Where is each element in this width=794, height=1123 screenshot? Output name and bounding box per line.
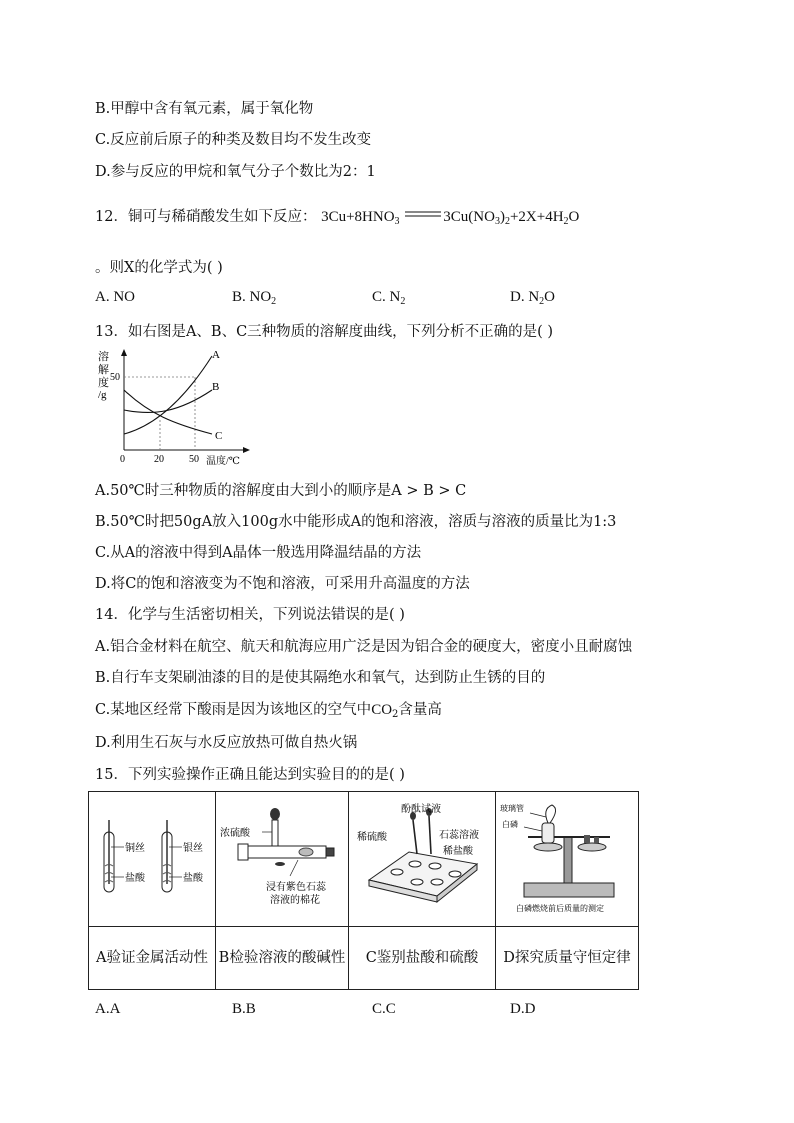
q15-option-c: C.C [372,1001,396,1017]
q11-option-d: D.参与反应的甲烷和氧气分子个数比为2：1 [95,164,376,180]
spot-plate-figure [351,802,493,912]
curve-label-c: C [215,430,223,442]
figure-b-cell [216,792,349,927]
q13-option-b: B.50℃时把50gA放入100g水中能形成A的饱和溶液，溶质与溶液的质量比为1:3 [95,514,617,530]
fig-d-caption: 白磷燃烧前后质量的测定 [516,904,604,913]
q12-question: 。则X的化学式为( ) [95,260,223,276]
curve-label-a: A [212,349,220,361]
caption-c: C鉴别盐酸和硫酸 [349,927,496,990]
graph-xtick-50: 50 [189,454,199,465]
experiment-table [88,791,639,990]
fig-b-label-acid: 浓硫酸 [220,828,250,839]
figure-c-cell [349,792,496,927]
figure-d-cell [496,792,639,927]
balance-figure [498,797,636,917]
q12-option-c: C. $N_2$ [372,289,406,307]
q11-option-c: C.反应前后原子的种类及数目均不发生改变 [95,132,372,148]
graph-xtick-0: 0 [120,454,125,465]
q12-option-d: D. $N_2O$ [510,289,556,307]
fig-c-label-litmus: 石蕊溶液 [439,830,479,841]
q12-stem: 12．铜可与稀硝酸发生如下反应： [95,209,317,225]
q13-option-a: A.50℃时三种物质的溶解度由大到小的顺序是A > B > C [95,483,467,499]
fig-d-label-phosphorus: 白磷 [502,820,518,829]
q12-option-b: B. $NO_2$ [232,289,277,307]
graph-ylabel-1: 溶 [98,351,109,363]
caption-b: B检验溶液的酸碱性 [216,927,349,990]
q13-option-d: D.将C的饱和溶液变为不饱和溶液，可采用升高温度的方法 [95,576,470,592]
caption-d: D探究质量守恒定律 [496,927,639,990]
q14-stem: 14．化学与生活密切相关，下列说法错误的是( ) [95,607,405,623]
metal-activity-figure [92,802,212,912]
fig-a-label-silver: 银丝 [183,843,203,854]
q14-option-a: A.铝合金材料在航空、航天和航海应用广泛是因为铝合金的硬度大，密度小且耐腐蚀 [95,639,633,655]
q14-option-b: B.自行车支架刷油漆的目的是使其隔绝水和氧气，达到防止生锈的目的 [95,670,546,686]
curve-label-b: B [212,381,220,393]
fig-b-label-cotton-2: 溶液的棉花 [270,895,320,906]
fig-b-label-cotton-1: 浸有紫色石蕊 [266,882,326,893]
fig-d-label-tube: 玻璃管 [500,804,524,813]
fig-a-label-acid-1: 盐酸 [125,873,145,884]
q15-option-b: B.B [232,1001,256,1017]
acidity-test-figure [218,802,346,912]
graph-ylabel-4: /g [98,389,107,401]
q14-option-d: D.利用生石灰与水反应放热可做自热火锅 [95,735,358,751]
curve-a [124,356,212,434]
figure-a-cell [89,792,216,927]
graph-ylabel-3: 度 [98,377,109,389]
q15-option-d: D.D [510,1001,536,1017]
q12-stem-line [95,205,579,227]
q12-option-a: A. NO [95,289,135,305]
caption-a: A验证金属活动性 [89,927,216,990]
graph-xlabel: 温度/℃ [206,456,240,467]
q14-option-c: C.某地区经常下酸雨是因为该地区的空气中$CO_2$含量高 [95,702,442,720]
q15-option-a: A.A [95,1001,121,1017]
fig-c-label-hcl: 稀盐酸 [443,846,473,857]
q13-stem: 13．如右图是A、B、C三种物质的溶解度曲线，下列分析不正确的是( ) [95,324,554,340]
fig-c-label-phenol: 酚酞试液 [401,804,441,815]
graph-xtick-20: 20 [154,454,164,465]
q12-equation: $3Cu+8HNO_3$ $3Cu(NO_3)_2+2X+4H_2O$ [321,209,580,227]
q11-option-b: B.甲醇中含有氧元素，属于氧化物 [95,101,314,117]
fig-a-label-copper: 铜丝 [125,843,145,854]
q15-stem: 15．下列实验操作正确且能达到实验目的的是( ) [95,767,405,783]
fig-a-label-acid-2: 盐酸 [183,873,203,884]
q13-option-c: C.从A的溶液中得到A晶体一般选用降温结晶的方法 [95,545,422,561]
graph-y50: 50 [110,372,120,383]
graph-ylabel-2: 解 [98,364,109,376]
solubility-curve-graph [94,348,264,468]
fig-c-label-h2so4: 稀硫酸 [357,832,387,843]
reaction-arrow [403,209,443,219]
